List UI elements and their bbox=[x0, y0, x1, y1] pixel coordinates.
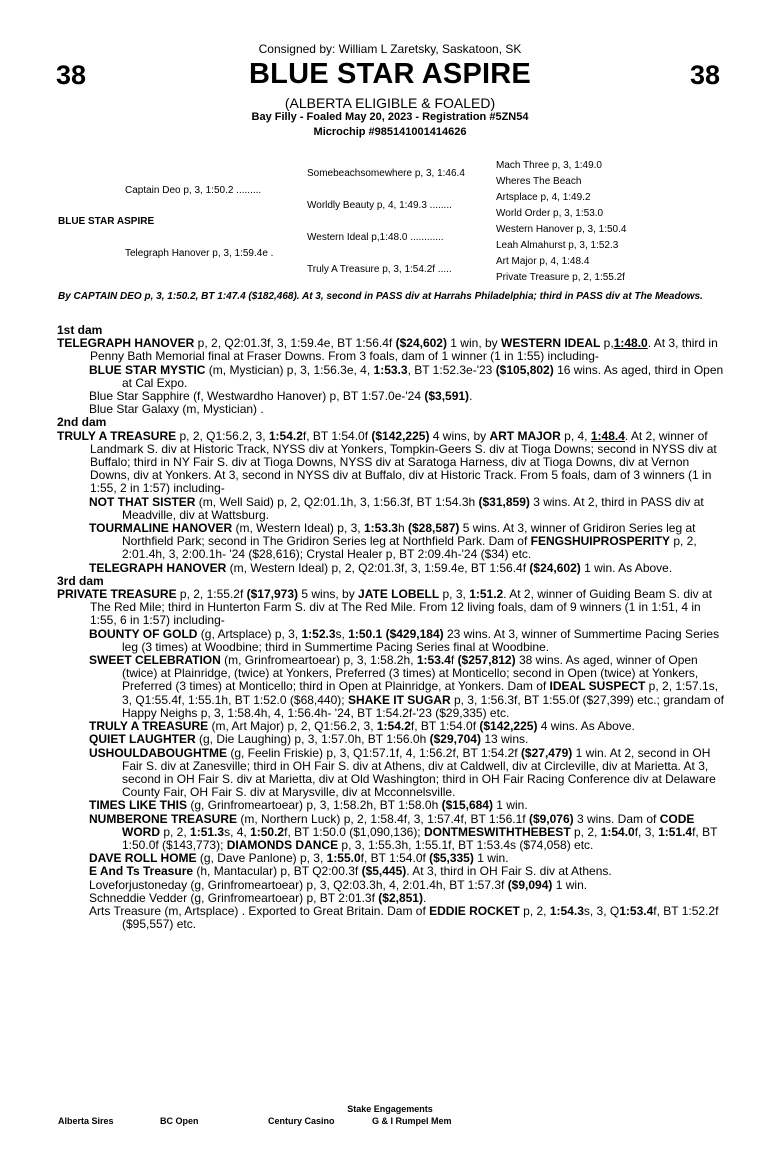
second-dam-heading: 2nd dam bbox=[57, 415, 107, 430]
pedigree-g4: World Order p, 3, 1:53.0 bbox=[496, 208, 604, 219]
pedigree-dam-dam: Truly A Treasure p, 3, 1:54.2f ..... bbox=[307, 264, 452, 275]
produce-entry: Schneddie Vedder (g, Grinfromeartoear) p, BT 2:01.3f ($2,851). bbox=[89, 890, 427, 905]
horse-description: Bay Filly - Foaled May 20, 2023 - Registration #5ZN54 bbox=[251, 111, 529, 123]
horse-name: BLUE STAR ASPIRE bbox=[249, 58, 531, 90]
produce-entry: BLUE STAR MYSTIC (m, Mystician) p, 3, 1:56.3e, 4, 1:53.3, BT 1:52.3e-'23 ($105,802) 16 wins. As aged, third in Open at Cal Expo. bbox=[89, 362, 724, 390]
third-dam-entry: PRIVATE TREASURE p, 2, 1:55.2f ($17,973) 5 wins, by JATE LOBELL p, 3, 1:51.2. At 2, winner of Guiding Beam S. div at The Red Mile; third in Hunterton Farm S. div at The Red Mile. From 12 living foals, dam of 9 winners (1 in 1:51, 4 in 1:55, 6 in 1:57) including- bbox=[57, 587, 713, 628]
eligibility-line: (ALBERTA ELIGIBLE & FOALED) bbox=[284, 95, 496, 111]
third-dam-heading: 3rd dam bbox=[57, 573, 104, 588]
hip-number-right: 38 bbox=[690, 60, 721, 90]
catalog-body bbox=[57, 324, 725, 931]
produce-entry: SWEET CELEBRATION (m, Grinfromeartoear) p, 3, 1:58.2h, 1:53.4f ($257,812) 38 wins. As aged, winner of Open (twice) at Plainridge, (twice) at Yonkers, Preferred (3 times) at Monticello; second in Open (twice) at Yonkers, Preferred (3 times) at Monticello; third in Open at Plainridge, at Yonkers. Dam of IDEAL SUSPECT p, 2, 1:57.1s, 3, Q1:55.4f, 1:55.1h, BT 1:52.0 ($68,440); SHAKE IT SUGAR p, 3, 1:56.3f, BT 1:55.0f ($27,399) etc.; grandam of Happy Neighs p, 3, 1:58.4h, 4, 1:56.4h- '24, BT 1:54.2f-'23 ($29,335) etc. bbox=[89, 653, 724, 720]
pedigree-dam: Telegraph Hanover p, 3, 1:59.4e . bbox=[125, 248, 274, 259]
stake-item: BC Open bbox=[160, 1116, 199, 1126]
produce-entry: NUMBERONE TREASURE (m, Northern Luck) p, 2, 1:58.4f, 3, 1:57.4f, BT 1:56.1f ($9,076) 3 wins. Dam of CODE WORD p, 2, 1:51.3s, 4, 1:50.2f, BT 1:50.0 ($1,090,136); DONTMESWITHTHEBEST p, 2, 1:54.0f, 3, 1:51.4f, BT 1:50.0f ($143,773); DIAMONDS DANCE p, 3, 1:55.3h, 1:55.1f, BT 1:53.4s ($74,058) etc. bbox=[89, 811, 718, 852]
second-dam-entry: TRULY A TREASURE p, 2, Q1:56.2, 3, 1:54.2f, BT 1:54.0f ($142,225) 4 wins, by ART MAJOR p, 4, 1:48.4. At 2, winner of Landmark S. div at Historic Track, NYSS div at Yonkers, Tompkin-Geers S. div at Tioga Downs; second in NYSS div at Buffalo; third in NY Fair S. div at Tioga Downs, NYSS div at Saratoga Harness, div at Tioga Downs, div at Vernon Downs, div at Yonkers. At 3, second in NYSS div at Buffalo, div at Historic Track. From 5 foals, dam of 3 winners (1 in 1:55, 2 in 1:57) including- bbox=[57, 428, 717, 496]
produce-entry: NOT THAT SISTER (m, Well Said) p, 2, Q2:01.1h, 3, 1:56.3f, BT 1:54.3h ($31,859) 3 wins. At 2, third in PASS div at Meadville, div at Wattsburg. bbox=[89, 494, 704, 522]
pedigree-g1: Mach Three p, 3, 1:49.0 bbox=[496, 160, 602, 171]
produce-entry: Arts Treasure (m, Artsplace) . Exported to Great Britain. Dam of EDDIE ROCKET p, 2, 1:54.3s, 3, Q1:53.4f, BT 1:52.2f ($95,557) etc. bbox=[89, 903, 719, 932]
produce-entry: Blue Star Sapphire (f, Westwardho Hanover) p, BT 1:57.0e-'24 ($3,591). bbox=[89, 389, 473, 404]
pedigree-subject: BLUE STAR ASPIRE bbox=[58, 216, 155, 227]
stake-item: Century Casino bbox=[268, 1116, 335, 1126]
sire-summary: By CAPTAIN DEO p, 3, 1:50.2, BT 1:47.4 ($182,468). At 3, second in PASS div at Harrahs Philadelphia; third in PASS div at The Meadows. bbox=[58, 291, 703, 302]
pedigree-g6: Leah Almahurst p, 3, 1:52.3 bbox=[496, 240, 619, 251]
produce-entry: E And Ts Treasure (h, Mantacular) p, BT Q2:00.3f ($5,445). At 3, third in OH Fair S. div at Athens. bbox=[89, 864, 612, 879]
first-dam-heading: 1st dam bbox=[57, 323, 103, 337]
hip-number-left: 38 bbox=[56, 60, 87, 90]
produce-entry: TOURMALINE HANOVER (m, Western Ideal) p, 3, 1:53.3h ($28,587) 5 wins. At 3, winner of Gridiron Series leg at Northfield Park; second in The Gridiron Series leg at Northfield Park. Dam of FENGSHUIPROSPERITY p, 2, 2:01.4h, 3, 2:00.1h- '24 ($28,616); Crystal Healer p, BT 2:09.4h-'24 ($34) etc. bbox=[89, 521, 697, 562]
stake-engagements-heading: Stake Engagements bbox=[347, 1104, 433, 1114]
produce-entry: DAVE ROLL HOME (g, Dave Panlone) p, 3, 1:55.0f, BT 1:54.0f ($5,335) 1 win. bbox=[89, 851, 509, 866]
pedigree-sire-dam: Worldly Beauty p, 4, 1:49.3 ........ bbox=[307, 200, 452, 211]
produce-entry: Loveforjustoneday (g, Grinfromeartoear) p, 3, Q2:03.3h, 4, 2:01.4h, BT 1:57.3f ($9,094) 1 win. bbox=[89, 877, 588, 892]
pedigree-g2: Wheres The Beach bbox=[496, 176, 582, 187]
microchip-line: Microchip #985141001414626 bbox=[313, 126, 467, 138]
pedigree-sire: Captain Deo p, 3, 1:50.2 ......... bbox=[125, 185, 262, 196]
produce-entry: TRULY A TREASURE (m, Art Major) p, 2, Q1:56.2, 3, 1:54.2f, BT 1:54.0f ($142,225) 4 wins. As Above. bbox=[89, 719, 635, 734]
produce-entry: TIMES LIKE THIS (g, Grinfromeartoear) p, 3, 1:58.2h, BT 1:58.0h ($15,684) 1 win. bbox=[89, 798, 528, 813]
produce-entry: Blue Star Galaxy (m, Mystician) . bbox=[89, 402, 264, 417]
stake-item: Alberta Sires bbox=[58, 1116, 114, 1126]
pedigree-g7: Art Major p, 4, 1:48.4 bbox=[496, 256, 590, 267]
produce-entry: QUIET LAUGHTER (g, Die Laughing) p, 3, 1:57.0h, BT 1:56.0h ($29,704) 13 wins. bbox=[89, 732, 529, 747]
pedigree-g3: Artsplace p, 4, 1:49.2 bbox=[496, 192, 591, 203]
pedigree-dam-sire: Western Ideal p,1:48.0 ............ bbox=[307, 232, 444, 243]
produce-entry: TELEGRAPH HANOVER (m, Western Ideal) p, 2, Q2:01.3f, 3, 1:59.4e, BT 1:56.4f ($24,602) 1 win. As Above. bbox=[89, 560, 673, 575]
produce-entry: BOUNTY OF GOLD (g, Artsplace) p, 3, 1:52.3s, 1:50.1 ($429,184) 23 wins. At 3, winner of Summertime Pacing Series leg (3 times) at Woodbine; third in Summertime Pacing Series final at Woodbine. bbox=[89, 626, 720, 654]
pedigree-sire-sire: Somebeachsomewhere p, 3, 1:46.4 bbox=[307, 168, 465, 179]
consignor-line: Consigned by: William L Zaretsky, Saskatoon, SK bbox=[258, 42, 522, 56]
stake-item: G & I Rumpel Mem bbox=[372, 1116, 452, 1126]
pedigree-g5: Western Hanover p, 3, 1:50.4 bbox=[496, 224, 627, 235]
pedigree-g8: Private Treasure p, 2, 1:55.2f bbox=[496, 272, 625, 283]
first-dam-entry: TELEGRAPH HANOVER p, 2, Q2:01.3f, 3, 1:59.4e, BT 1:56.4f ($24,602) 1 win, by WESTERN IDEAL p,1:48.0. At 3, third in Penny Bath Memorial final at Fraser Downs. From 3 foals, dam of 1 winner (1 in 1:55) including- bbox=[57, 336, 718, 364]
produce-entry: USHOULDABOUGHTME (g, Feelin Friskie) p, 3, Q1:57.1f, 4, 1:56.2f, BT 1:54.2f ($27,479) 1 win. At 2, second in OH Fair S. div at Zanesville; third in OH Fair S. div at Athens, div at Caldwell, div at Circleville, div at Marietta. At 3, second in OH Fair S. div at Marietta, div at Old Washington; third in OH Fair Racing Conference div at Delaware County Fair, OH Fair S. div at Marysville, div at Mcconnelsville. bbox=[89, 745, 716, 800]
